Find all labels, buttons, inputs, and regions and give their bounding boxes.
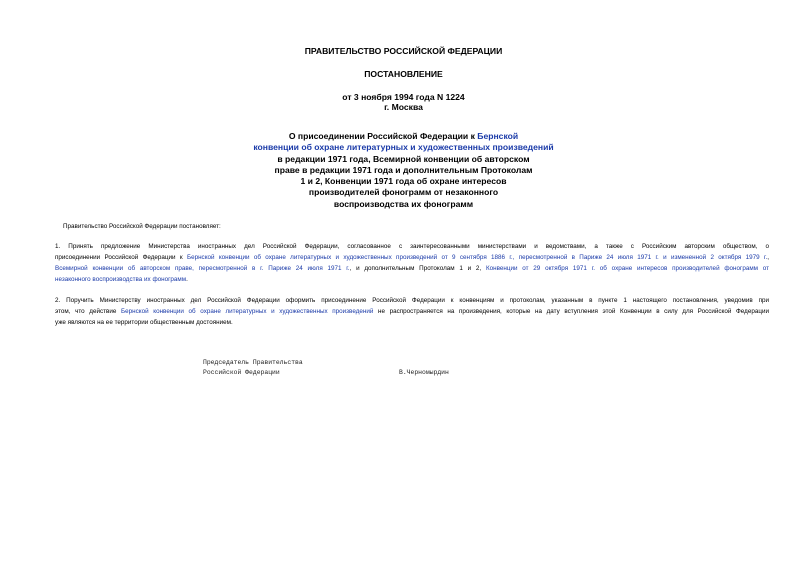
title-line-5: 1 и 2, Конвенции 1971 года об охране интересов — [300, 176, 507, 187]
government-heading: ПРАВИТЕЛЬСТВО РОССИЙСКОЙ ФЕДЕРАЦИИ — [304, 46, 503, 56]
p1-line-3-text: , и дополнительным Протоколам 1 и 2, — [349, 264, 486, 272]
berne-link-title[interactable]: Бернской — [477, 131, 519, 141]
title-line-2-link[interactable]: конвенции об охране литературных и художественных произведений — [253, 142, 554, 153]
p1-line-2-text: присоединении Российской Федерации к — [55, 253, 187, 261]
p1-line-4 — [55, 275, 769, 286]
p1-line-2 — [55, 253, 769, 264]
p1-line-4-tail: . — [186, 275, 188, 283]
p1-line-2-tail: , — [767, 253, 769, 261]
paragraph-1 — [55, 242, 769, 286]
p1-line-1 — [55, 242, 769, 253]
p2-line-2-tail: не распространяется на произведения, которые на дату вступления этой Конвенции в силу для Российской Федерации — [373, 307, 769, 315]
paragraph-2 — [55, 296, 769, 329]
p1-line-3 — [55, 264, 769, 275]
signature-name: В.Черномырдин — [399, 369, 449, 376]
signature-position — [203, 358, 303, 378]
signature-position-line-2: Российской Федерации — [203, 369, 280, 376]
title-line-1 — [0, 131, 807, 142]
p2-line-2 — [55, 307, 769, 318]
decree-city: г. Москва — [384, 102, 423, 112]
p2-line-2-text: этом, что действие — [55, 307, 122, 315]
decree-title — [0, 131, 807, 210]
p2-line-1 — [55, 296, 769, 307]
phonograms-convention-link-cont[interactable]: незаконного воспроизводства их фонограмм — [55, 275, 187, 283]
p1-line-1-text: 1. Принять предложение Министерства иностранных дел Российской Федерации, согласованное с заинтересованными министерствами и ведомствами, а также с Российским авторским обществом, о — [55, 243, 769, 250]
p2-line-1-text: 2. Поручить Министерству иностранных дел Российской Федерации оформить присоединение Российской Федерации к конвенциям и протоколам, указанным в пункте 1 настоящего постановления, уведомив при — [55, 297, 769, 304]
decree-date-number: от 3 ноября 1994 года N 1224 — [342, 92, 465, 102]
signature-position-line-1: Председатель Правительства — [203, 359, 303, 366]
title-line-1-text: О присоединении Российской Федерации к — [288, 131, 478, 141]
title-line-6: производителей фонограмм от незаконного — [308, 187, 499, 198]
intro-paragraph — [55, 222, 769, 233]
phonograms-convention-link[interactable]: Конвенции от 29 октября 1971 г. об охране интересов производителей фонограмм от — [485, 264, 770, 272]
title-line-4: праве в редакции 1971 года и дополнительным Протоколам — [274, 164, 533, 175]
intro-text: Правительство Российской Федерации постановляет: — [63, 223, 221, 230]
berne-convention-link-2[interactable]: Бернской конвенции об охране литературных и художественных произведений — [121, 307, 374, 315]
universal-copyright-convention-link[interactable]: Всемирной конвенции об авторском праве, пересмотренной в г. Париже 24 июля 1971 г. — [55, 264, 350, 272]
p2-line-3: уже являются на ее территории общественным достоянием. — [55, 318, 233, 326]
title-line-7: воспроизводства их фонограмм — [333, 198, 474, 209]
document-type-heading: ПОСТАНОВЛЕНИЕ — [364, 69, 443, 79]
title-line-3: в редакции 1971 года, Всемирной конвенции об авторском — [277, 153, 530, 164]
berne-convention-link[interactable]: Бернской конвенции об охране литературных и художественных произведений от 9 сентября 1886 г., пересмотренной в Париже 24 июля 1971 г. и измененной 2 октября 1979 г. — [186, 253, 768, 261]
